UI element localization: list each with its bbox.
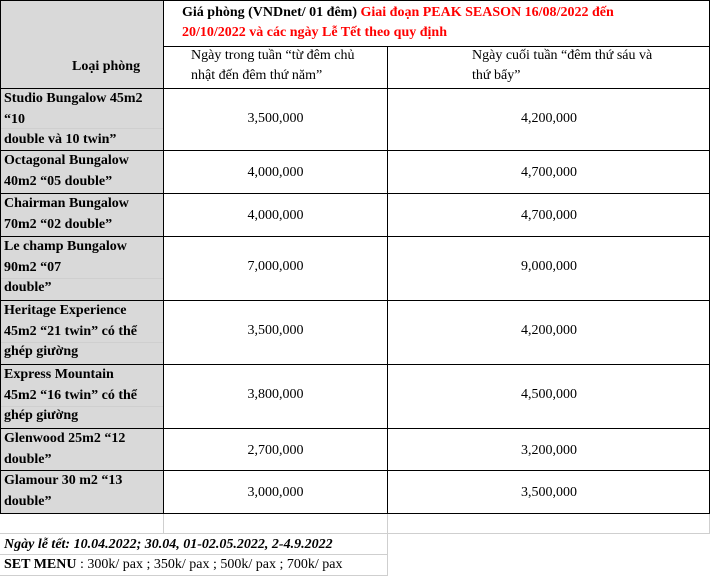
grid-line <box>387 46 388 514</box>
price-label: Giá phòng (VNDnet/ 01 đêm) <box>182 5 361 20</box>
grid-line <box>0 88 710 89</box>
weekday-price: 3,000,000 <box>247 485 304 500</box>
room-name: Studio Bungalow 45m2 “10 double và 10 twin” <box>4 91 143 147</box>
grid-line <box>0 470 710 471</box>
grid-line <box>164 46 710 47</box>
weekend-label-line2: thứ bẩy” <box>472 68 521 83</box>
weekday-price: 2,700,000 <box>247 443 304 458</box>
weekday-price: 4,000,000 <box>247 165 304 180</box>
weekday-price: 3,500,000 <box>247 111 304 126</box>
weekend-price: 4,200,000 <box>521 323 577 338</box>
weekend-price: 4,700,000 <box>521 208 577 223</box>
grid-line <box>0 554 388 555</box>
grid-line <box>0 533 710 534</box>
grid-line <box>0 236 710 237</box>
room-name: Glamour 30 m2 “13 double” <box>4 473 123 509</box>
grid-line <box>0 278 163 279</box>
weekday-price: 4,000,000 <box>247 208 304 223</box>
holidays-note: Ngày lễ tết: 10.04.2022; 30.04, 01-02.05.2022, 2-4.9.2022 <box>4 537 333 552</box>
set-menu-line <box>4 555 342 575</box>
weekend-price: 4,500,000 <box>521 387 577 402</box>
grid-line <box>0 193 710 194</box>
room-type-label: Loại phòng <box>72 59 141 74</box>
grid-line <box>0 513 710 514</box>
grid-line <box>0 342 163 343</box>
grid-line <box>0 0 1 514</box>
season-line1: Giai đoạn PEAK SEASON 16/08/2022 đến <box>360 5 614 20</box>
set-menu-label: SET MENU <box>4 557 77 572</box>
room-name: Le champ Bungalow 90m2 “07 double” <box>4 239 127 295</box>
weekend-label-line1: Ngày cuối tuần “đêm thứ sáu và <box>472 48 653 63</box>
season-line2: 20/10/2022 và các ngày Lễ Tết theo quy định <box>182 25 447 40</box>
weekday-label-line2: nhật đến đêm thứ năm” <box>191 68 323 83</box>
weekend-price: 4,700,000 <box>521 165 577 180</box>
grid-line <box>0 364 710 365</box>
weekday-price: 7,000,000 <box>247 259 304 274</box>
grid-line <box>0 0 710 1</box>
grid-line <box>163 514 164 534</box>
weekend-price: 3,500,000 <box>521 485 577 500</box>
room-name: Glenwood 25m2 “12 double” <box>4 431 126 467</box>
grid-line <box>0 406 163 407</box>
weekend-price: 3,200,000 <box>521 443 577 458</box>
weekday-label-line1: Ngày trong tuần “từ đêm chủ <box>191 48 355 63</box>
room-name: Express Mountain 45m2 “16 twin” có thể ghép giường <box>4 367 137 423</box>
grid-line <box>0 128 163 129</box>
grid-line <box>163 0 164 514</box>
weekday-price: 3,800,000 <box>247 387 304 402</box>
grid-line <box>0 428 710 429</box>
grid-line <box>387 514 388 576</box>
set-menu-values: : 300k/ pax ; 350k/ pax ; 500k/ pax ; 700k/ pax <box>76 557 343 572</box>
weekday-price: 3,500,000 <box>247 323 304 338</box>
room-name: Chairman Bungalow 70m2 “02 double” <box>4 196 129 232</box>
weekend-price: 4,200,000 <box>521 111 577 126</box>
room-name: Octagonal Bungalow 40m2 “05 double” <box>4 153 129 189</box>
weekend-price: 9,000,000 <box>521 259 577 274</box>
grid-line <box>0 300 710 301</box>
room-name: Heritage Experience 45m2 “21 twin” có thể ghép giường <box>4 303 137 359</box>
price-header-line1 <box>182 3 614 23</box>
grid-line <box>0 150 710 151</box>
